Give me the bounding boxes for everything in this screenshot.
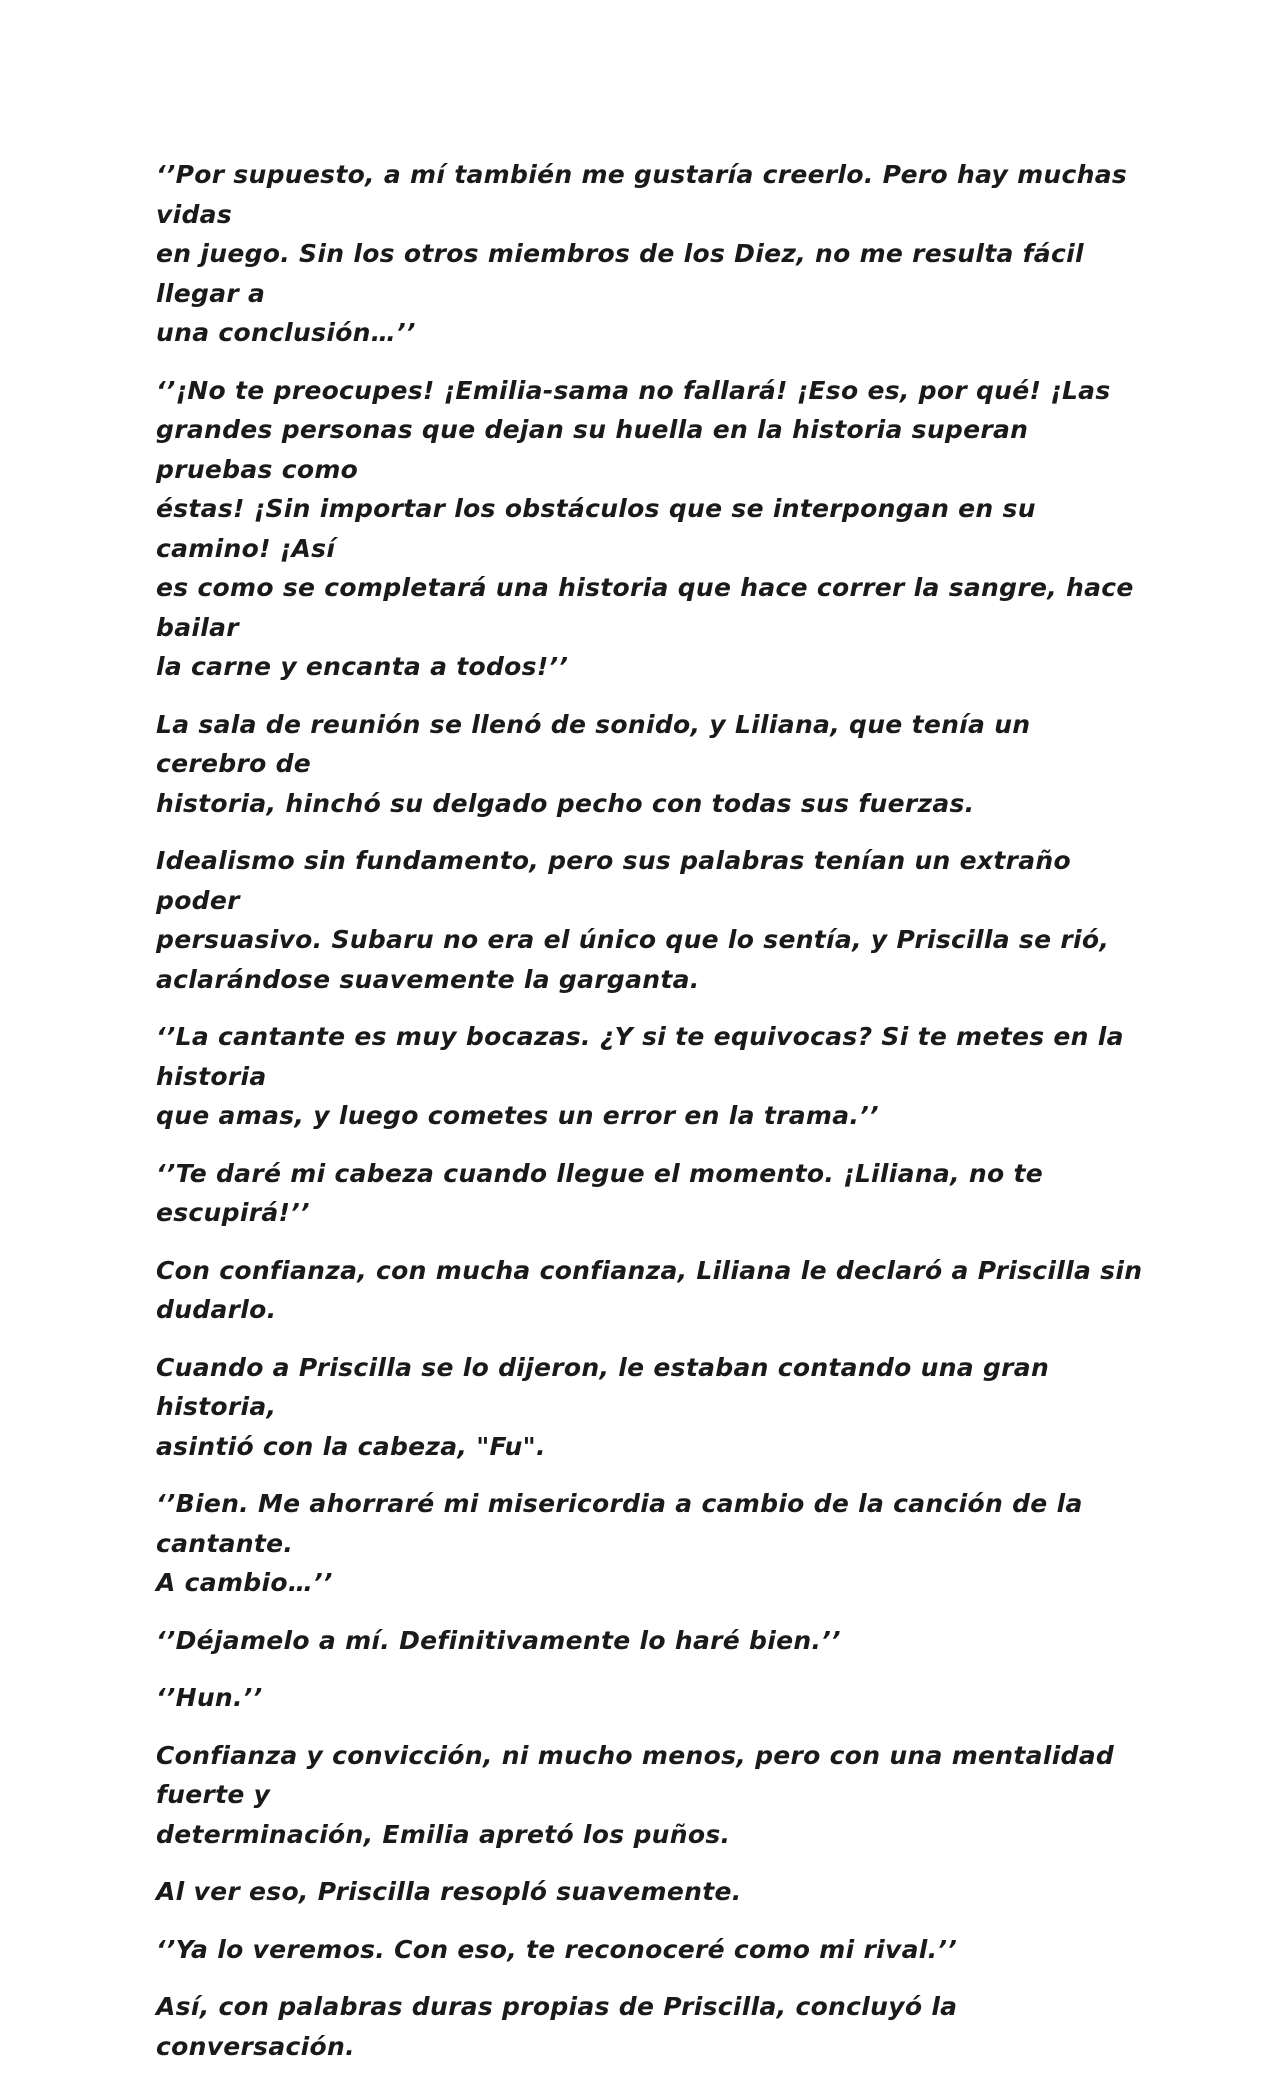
- paragraph-9: ‘’Bien. Me ahorraré mi misericordia a cambio de la canción de la cantante. A cambio…’’: [156, 1489, 1083, 1597]
- paragraph-5: ‘’La cantante es muy bocazas. ¿Y si te equivocas? Si te metes en la historia que amas, y luego cometes un error en la trama.’’: [156, 1022, 1124, 1130]
- paragraph-14: ‘’Ya lo veremos. Con eso, te reconoceré como mi rival.’’: [156, 1934, 958, 1964]
- paragraph-10: ‘’Déjamelo a mí. Definitivamente lo haré bien.’’: [156, 1625, 841, 1655]
- paragraph-7: Con confianza, con mucha confianza, Liliana le declaró a Priscilla sin dudarlo.: [156, 1255, 1143, 1324]
- paragraph-11: ‘’Hun.’’: [156, 1683, 263, 1712]
- paragraph-1: ‘’Por supuesto, a mí también me gustaría creerlo. Pero hay muchas vidas en juego. Sin los otros miembros de los Diez, no me resulta fácil llegar a una conclusión…’’: [156, 160, 1128, 347]
- paragraph-15: Así, con palabras duras propias de Priscilla, concluyó la conversación.: [156, 1992, 958, 2061]
- paragraph-6: ‘’Te daré mi cabeza cuando llegue el momento. ¡Liliana, no te escupirá!’’: [156, 1158, 1043, 1227]
- paragraph-3: La sala de reunión se llenó de sonido, y Liliana, que tenía un cerebro de historia, hinchó su delgado pecho con todas sus fuerzas.: [156, 709, 1031, 818]
- paragraph-13: Al ver eso, Priscilla resopló suavemente.: [156, 1877, 742, 1906]
- document-page: [156, 155, 1146, 2084]
- paragraph-8: Cuando a Priscilla se lo dijeron, le estaban contando una gran historia, asintió con la cabeza, "Fu".: [156, 1352, 1050, 1461]
- paragraph-2: ‘’¡No te preocupes! ¡Emilia-sama no fallará! ¡Eso es, por qué! ¡Las grandes personas que dejan su huella en la historia superan pruebas como éstas! ¡Sin importar los obstáculos que se interpongan en su camino! ¡Así es como se completará una historia que hace correr la sangre, hace bailar la carne y encanta a todos!’’: [156, 375, 1134, 681]
- paragraph-12: Confianza y convicción, ni mucho menos, pero con una mentalidad fuerte y determinación, Emilia apretó los puños.: [156, 1740, 1115, 1849]
- paragraph-4: Idealismo sin fundamento, pero sus palabras tenían un extraño poder persuasivo. Subaru no era el único que lo sentía, y Priscilla se rió, aclarándose suavemente la garganta.: [156, 846, 1110, 994]
